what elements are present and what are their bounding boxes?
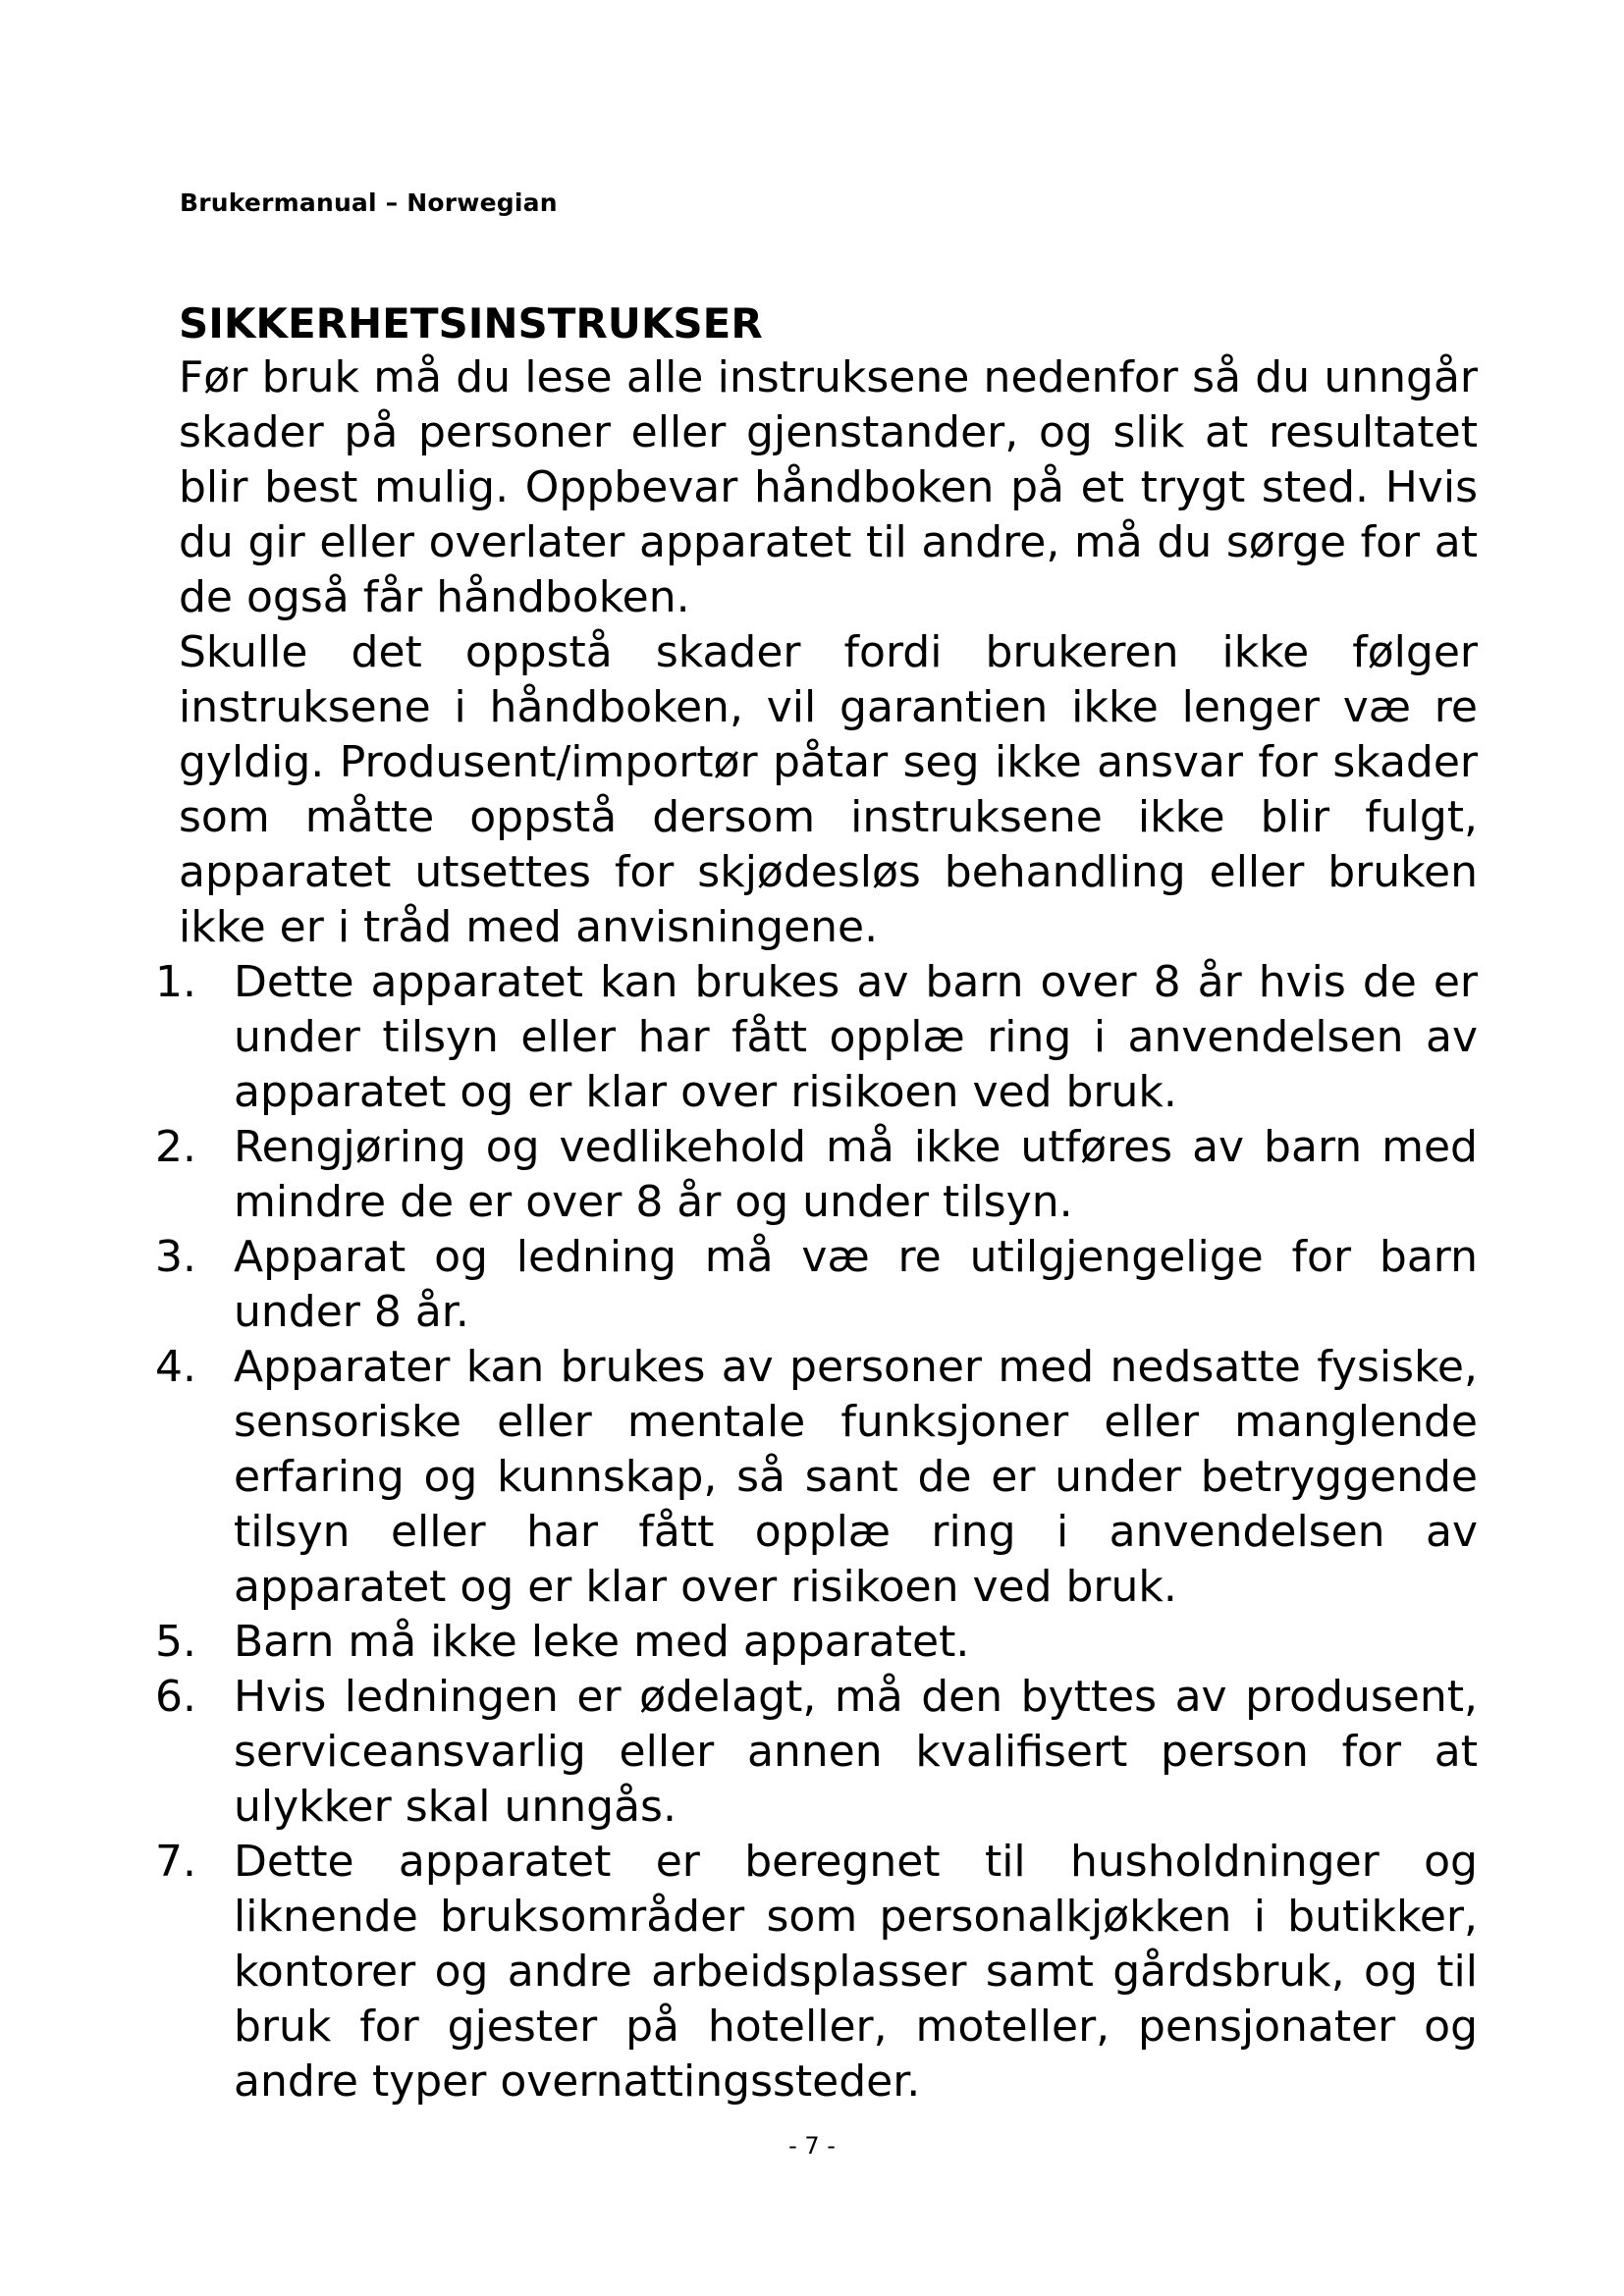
list-item-text: Dette apparatet kan brukes av barn over 8 år hvis de er under tilsyn eller har fått opplæ ring i anvendelsen av apparatet og er klar over risikoen ved bruk. xyxy=(234,957,1478,1117)
list-item-text: Barn må ikke leke med apparatet. xyxy=(234,1617,970,1667)
section-title: SIKKERHETSINSTRUKSER xyxy=(179,299,763,347)
list-item-text: Dette apparatet er beregnet til husholdninger og liknende bruksområder som personalkjøkken i butikker, kontorer og andre arbeidsplasser samt gårdsbruk, og til bruk for gjester på hoteller, moteller, pensjonater og andre typer overnattingssteder. xyxy=(234,1837,1478,2107)
list-item-number: 5. xyxy=(155,1617,196,1667)
list-item xyxy=(155,955,1478,1120)
list-item-text: Rengjøring og vedlikehold må ikke utføres av barn med mindre de er over 8 år og under tilsyn. xyxy=(234,1122,1478,1227)
list-item-number: 3. xyxy=(155,1232,196,1282)
running-header: Brukermanual – Norwegian xyxy=(180,188,558,217)
list-item-number: 6. xyxy=(155,1672,196,1722)
list-item xyxy=(155,1835,1478,2109)
list-item-text: Apparat og ledning må væ re utilgjengelige for barn under 8 år. xyxy=(234,1232,1478,1337)
list-item-text: Hvis ledningen er ødelagt, må den byttes av produsent, serviceansvarlig eller annen kvalifisert person for at ulykker skal unngås. xyxy=(234,1672,1478,1832)
list-item-number: 7. xyxy=(155,1837,196,1887)
list-item xyxy=(155,1230,1478,1340)
document-body xyxy=(155,297,1478,2109)
list-item-number: 4. xyxy=(155,1342,196,1392)
list-item xyxy=(155,1615,1478,1670)
safety-instructions-list xyxy=(155,955,1478,2109)
page-number: - 7 - xyxy=(788,2132,836,2160)
list-item xyxy=(155,1670,1478,1835)
list-item xyxy=(155,1120,1478,1230)
intro-paragraph-1: Før bruk må du lese alle instruksene nedenfor så du unngår skader på personer eller gjenstander, og slik at resultatet blir best mulig. Oppbevar håndboken på et trygt sted. Hvis du gir eller overlater apparatet til andre, må du sørge for at de også får håndboken. xyxy=(179,352,1478,622)
list-item xyxy=(155,1340,1478,1615)
intro-paragraph-2: Skulle det oppstå skader fordi brukeren ikke følger instruksene i håndboken, vil garantien ikke lenger væ re gyldig. Produsent/importør påtar seg ikke ansvar for skader som måtte oppstå dersom instruksene ikke blir fulgt, apparatet utsettes for skjødesløs behandling eller bruken ikke er i tråd med anvisningene. xyxy=(179,627,1478,952)
list-item-number: 1. xyxy=(155,957,196,1007)
list-item-text: Apparater kan brukes av personer med nedsatte fysiske, sensoriske eller mentale funksjoner eller manglende erfaring og kunnskap, så sant de er under betryggende tilsyn eller har fått opplæ ring i anvendelsen av apparatet og er klar over risikoen ved bruk. xyxy=(234,1342,1478,1612)
list-item-number: 2. xyxy=(155,1122,196,1172)
